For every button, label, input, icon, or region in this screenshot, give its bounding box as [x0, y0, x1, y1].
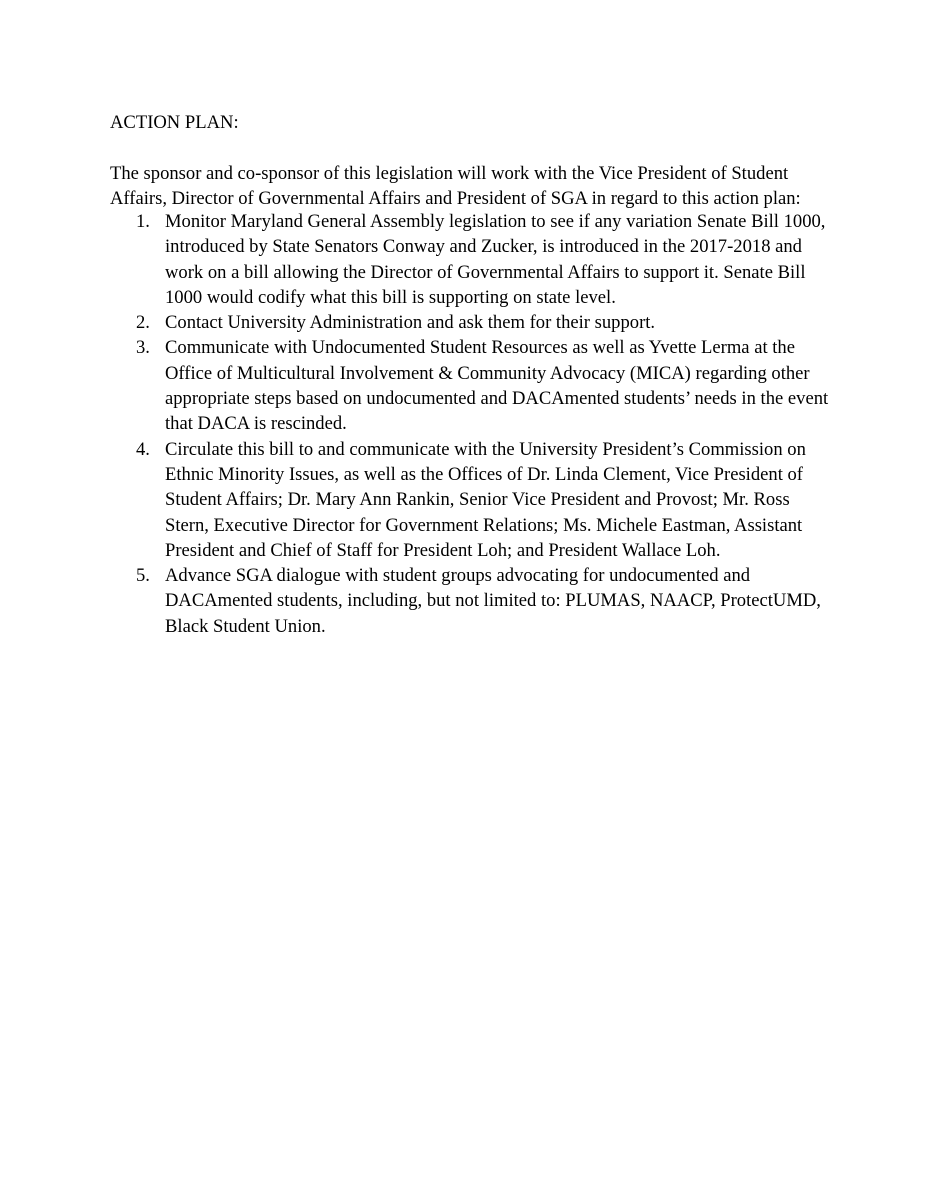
list-item — [110, 335, 830, 436]
list-item-number: 5. — [136, 565, 150, 587]
list-item-text: Contact University Administration and ask them for their support. — [165, 312, 656, 334]
list-item-text: Monitor Maryland General Assembly legislation to see if any variation Senate Bill 1000, introduced by State Senators Conway and Zucker, is introduced in the 2017-2018 and work on a bill allowing the Director of Governmental Affairs to support it. Senate Bill 1000 would codify what this bill is supporting on state level. — [165, 211, 826, 308]
list-item — [110, 437, 830, 563]
list-item-number: 4. — [136, 438, 150, 460]
list-item-text: Circulate this bill to and communicate with the University President’s Commission on Ethnic Minority Issues, as well as the Offices of Dr. Linda Clement, Vice President of Student Affairs; Dr. Mary Ann Rankin, Senior Vice President and Provost; Mr. Ross Stern, Executive Director for Government Relations; Ms. Michele Eastman, Assistant President and Chief of Staff for President Loh; and President Wallace Loh. — [165, 438, 806, 561]
list-item — [110, 310, 830, 335]
list-item-number: 2. — [136, 312, 150, 334]
list-item — [110, 563, 830, 639]
list-item-number: 1. — [136, 211, 150, 232]
section-heading: ACTION PLAN: — [110, 112, 239, 133]
action-plan-list — [110, 209, 830, 639]
list-item-text: Communicate with Undocumented Student Resources as well as Yvette Lerma at the Office of Multicultural Involvement & Community Advocacy (MICA) regarding other appropriate steps based on undocumented and DACAmented students’ needs in the event that DACA is rescinded. — [165, 337, 829, 435]
list-item-text: Advance SGA dialogue with student groups advocating for undocumented and DACAmented students, including, but not limited to: PLUMAS, NAACP, ProtectUMD, Black Student Union. — [165, 565, 821, 637]
list-item-number: 3. — [136, 337, 150, 359]
intro-paragraph: The sponsor and co-sponsor of this legislation will work with the Vice President of Student Affairs, Director of Governmental Affairs and President of SGA in regard to this action plan: — [110, 163, 801, 210]
list-item — [110, 209, 830, 310]
